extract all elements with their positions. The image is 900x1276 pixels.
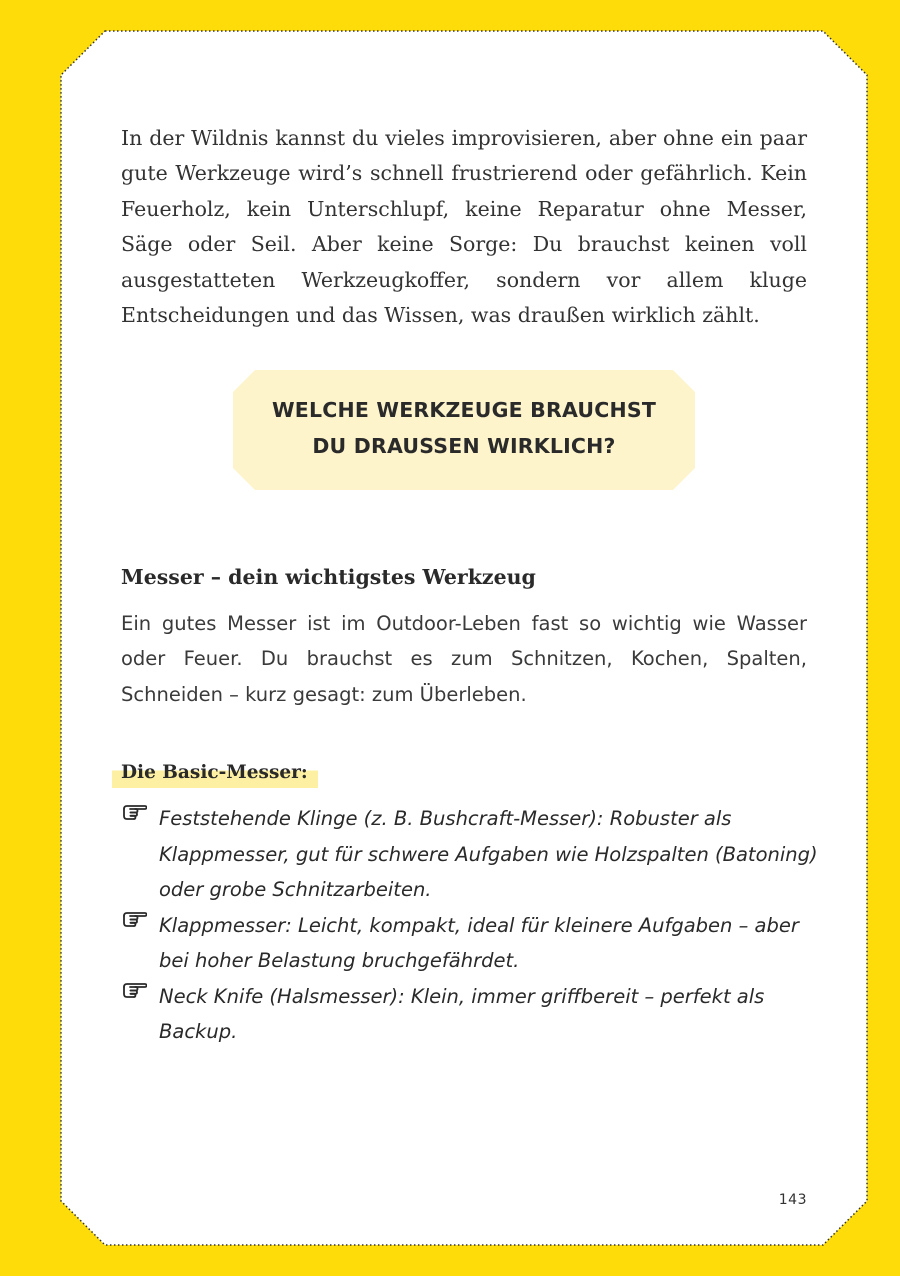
page bbox=[60, 30, 868, 1246]
intro-paragraph: In der Wildnis kannst du vieles improvisieren, aber ohne ein paar gute Werkzeuge wird’s schnell frustrierend oder gefährlich. Kein Feuerholz, kein Unterschlupf, keine Reparatur ohne Messer, Säge oder Seil. Aber keine Sorge: Du brauchst keinen voll ausgestatteten Werkzeugkoffer, sondern vor allem kluge Entscheidungen und das Wissen, was draußen wirklich zählt. bbox=[121, 126, 807, 328]
section-paragraph: Ein gutes Messer ist im Outdoor-Leben fast so wichtig wie Wasser oder Feuer. Du brauchst es zum Schnitzen, Kochen, Spalten, Schneiden – kurz gesagt: zum Überleben. bbox=[121, 612, 807, 706]
list-item-text: Feststehende Klinge (z. B. Bushcraft-Messer): Robuster als Klappmesser, gut für schwere Aufgaben wie Holzspalten (Batoning) oder grobe Schnitzarbeiten. bbox=[159, 807, 818, 901]
question-callout bbox=[233, 370, 695, 490]
list-item bbox=[121, 908, 821, 979]
question-heading bbox=[233, 392, 695, 464]
pointing-hand-icon bbox=[121, 979, 147, 999]
question-line-1: WELCHE WERKZEUGE BRAUCHST bbox=[271, 398, 657, 422]
subheading-highlighted: Die Basic-Messer: bbox=[112, 758, 318, 788]
list-item bbox=[121, 979, 821, 1050]
page-number: 143 bbox=[778, 1192, 807, 1208]
knife-list bbox=[121, 801, 821, 1050]
question-line-2: DU DRAUSSEN WIRKLICH? bbox=[312, 434, 616, 458]
pointing-hand-icon bbox=[121, 908, 147, 928]
list-item-text: Neck Knife (Halsmesser): Klein, immer griffbereit – perfekt als Backup. bbox=[159, 984, 765, 1043]
section-heading: Messer – dein wichtigstes Werkzeug bbox=[121, 565, 536, 589]
pointing-hand-icon bbox=[121, 801, 147, 821]
list-item-text: Klappmesser: Leicht, kompakt, ideal für kleinere Aufgaben – aber bei hoher Belastung bruchgefährdet. bbox=[159, 913, 799, 972]
page-content bbox=[121, 30, 818, 1246]
list-item bbox=[121, 801, 821, 908]
